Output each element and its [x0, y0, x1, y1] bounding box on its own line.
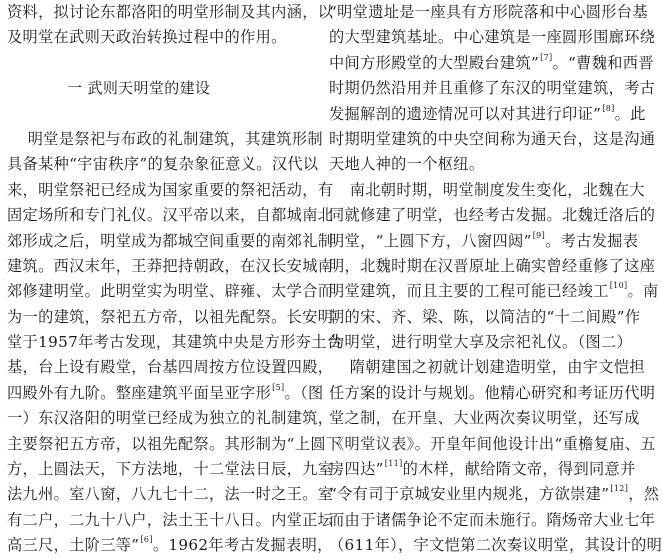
- text-line: 资料，拟讨论东都洛阳的明堂形制及其内涵，以: [7, 3, 334, 21]
- citation-ref: [10]: [609, 281, 628, 291]
- text-line: 的大型建筑基址。中心建筑是一座圆形围廊环绕: [329, 28, 656, 47]
- text-line: “明堂遗址是一座具有方形院落和中心圆形台基: [329, 3, 648, 21]
- text-line: 南北朝时期，明堂制度发生变化，北魏在大: [329, 180, 645, 199]
- text-line: [329, 279, 659, 304]
- text-line: [329, 229, 639, 254]
- citation-ref: [7]: [540, 52, 553, 62]
- text-line: 时期仍然沿用并且重修了东汉的明堂建筑，考古: [329, 79, 656, 98]
- right-column: [329, 0, 662, 559]
- text-line: 来，明堂祭祀已经成为国家重要的祭祀活动，有: [7, 180, 334, 199]
- text-line: 隋朝建国之初就计划建造明堂，由宇文恺担: [329, 358, 645, 377]
- text-segment: 。南: [627, 282, 659, 301]
- citation-ref: [11]: [384, 459, 403, 469]
- text-line: [329, 482, 660, 507]
- text-line: 任方案的设计与规划。他精心研究和考证历代明: [329, 383, 656, 402]
- text-segment: 发掘解剖的遗迹情况可以对其进行印证”: [329, 104, 602, 123]
- text-line: 《明堂议表》。开皇年间他设计出“重檐复庙、五: [329, 434, 656, 453]
- text-line: 基，台上设有殿堂，台基四周按方位设置四殿，: [7, 358, 334, 377]
- text-line: 及明堂在武则天政治转换过程中的作用。: [7, 28, 287, 47]
- left-column: [7, 0, 343, 559]
- text-segment: 。考古发掘表: [545, 231, 639, 250]
- text-line: 建筑。西汉末年，王莽把持朝政，在汉长安城南: [7, 256, 334, 275]
- text-segment: 高三尺，土阶三等”: [7, 536, 140, 555]
- text-segment: 四殿外有九阶。整座建筑平面呈亚字形: [7, 383, 272, 402]
- text-line: 法九州。室八窗，八九七十二，法一时之王。室: [7, 485, 334, 504]
- text-line: 郊修建明堂。此明堂实为明堂、辟雍、太学合而: [7, 282, 334, 301]
- citation-ref: [9]: [532, 230, 546, 240]
- text-line: [7, 381, 324, 406]
- text-line: 固定场所和专门礼仪。汉平帝以来，自都城南北: [7, 206, 334, 225]
- text-line: 具备某种“宇宙秩序”的复杂象征意义。汉代以: [7, 155, 319, 174]
- text-segment: “令有司于京城安业里内规兆，方欲崇建”: [329, 485, 610, 504]
- text-line: [329, 457, 636, 482]
- blank-line: [7, 102, 313, 127]
- text-line: 郊形成之后，明堂成为都城空间重要的南郊礼制: [7, 231, 334, 250]
- text-segment: 明堂，“上圆下方，八窗四闼”: [329, 231, 532, 250]
- citation-ref: [5]: [272, 382, 285, 392]
- text-segment: 中间方形殿堂的大型殿台建筑”: [329, 53, 540, 72]
- text-line: 一）东汉洛阳的明堂已经成为独立的礼制建筑，: [7, 409, 334, 428]
- text-line: 主要祭祀五方帝，以祖先配祭。其形制为“上圆下: [7, 434, 342, 453]
- text-line: [329, 51, 654, 76]
- text-line: 方，上圆法天，下方法地，十二堂法日辰，九室: [7, 460, 334, 479]
- text-line: [329, 102, 646, 127]
- text-segment: 。此: [614, 104, 646, 123]
- text-segment: 房四达”: [329, 460, 384, 479]
- text-segment: 明堂建筑，而且主要的工程可能已经竣工: [329, 282, 609, 301]
- text-line: 明，北魏时期在汉晋原址上确实曾经重修了这座: [329, 256, 656, 275]
- text-line: 堂于1957年考古发现，其建筑中央是方形夯土台: [7, 333, 343, 352]
- text-segment: ，然: [628, 485, 660, 504]
- text-line: （611年），宇文恺第二次奏议明堂，其设计的明: [329, 536, 662, 555]
- blank-line: [7, 51, 313, 76]
- citation-ref: [8]: [602, 103, 615, 113]
- text-segment: 。“曹魏和西晋: [552, 53, 654, 72]
- text-line: 天地人神的一个枢纽。: [329, 155, 485, 174]
- text-line: 有二户，二九十八户，法土王十八日。内堂正坛: [7, 510, 334, 529]
- text-line: 而由于诸儒争论不定而未施行。隋炀帝大业七年: [329, 510, 656, 529]
- text-line: [7, 533, 333, 558]
- text-segment: 。（图: [284, 383, 324, 402]
- text-line: 为一的建筑，祭祀五方帝，以祖先配祭。长安明: [7, 307, 334, 326]
- text-line: 为明堂，进行明堂大享及宗祀礼仪。（图二）: [329, 333, 633, 352]
- text-segment: 。1962年考古发掘表明，: [152, 536, 333, 555]
- citation-ref: [12]: [610, 484, 629, 494]
- text-segment: 的木样，献给隋文帝，得到同意并: [402, 460, 636, 479]
- text-line: 堂之制，在开皇、大业两次奏议明堂，还写成: [329, 409, 640, 428]
- text-line: 朝的宋、齐、梁、陈，以简洁的“十二间殿”作: [329, 307, 641, 326]
- text-line: 同就修建了明堂，也经考古发掘。北魏迁洛后的: [329, 206, 656, 225]
- text-line: 时期明堂建筑的中央空间称为通天台，这是沟通: [329, 129, 656, 148]
- text-line: 明堂是祭祀与布政的礼制建筑，其建筑形制: [7, 129, 323, 148]
- citation-ref: [6]: [140, 535, 153, 545]
- section-heading: 一 武则天明堂的建设: [67, 79, 211, 98]
